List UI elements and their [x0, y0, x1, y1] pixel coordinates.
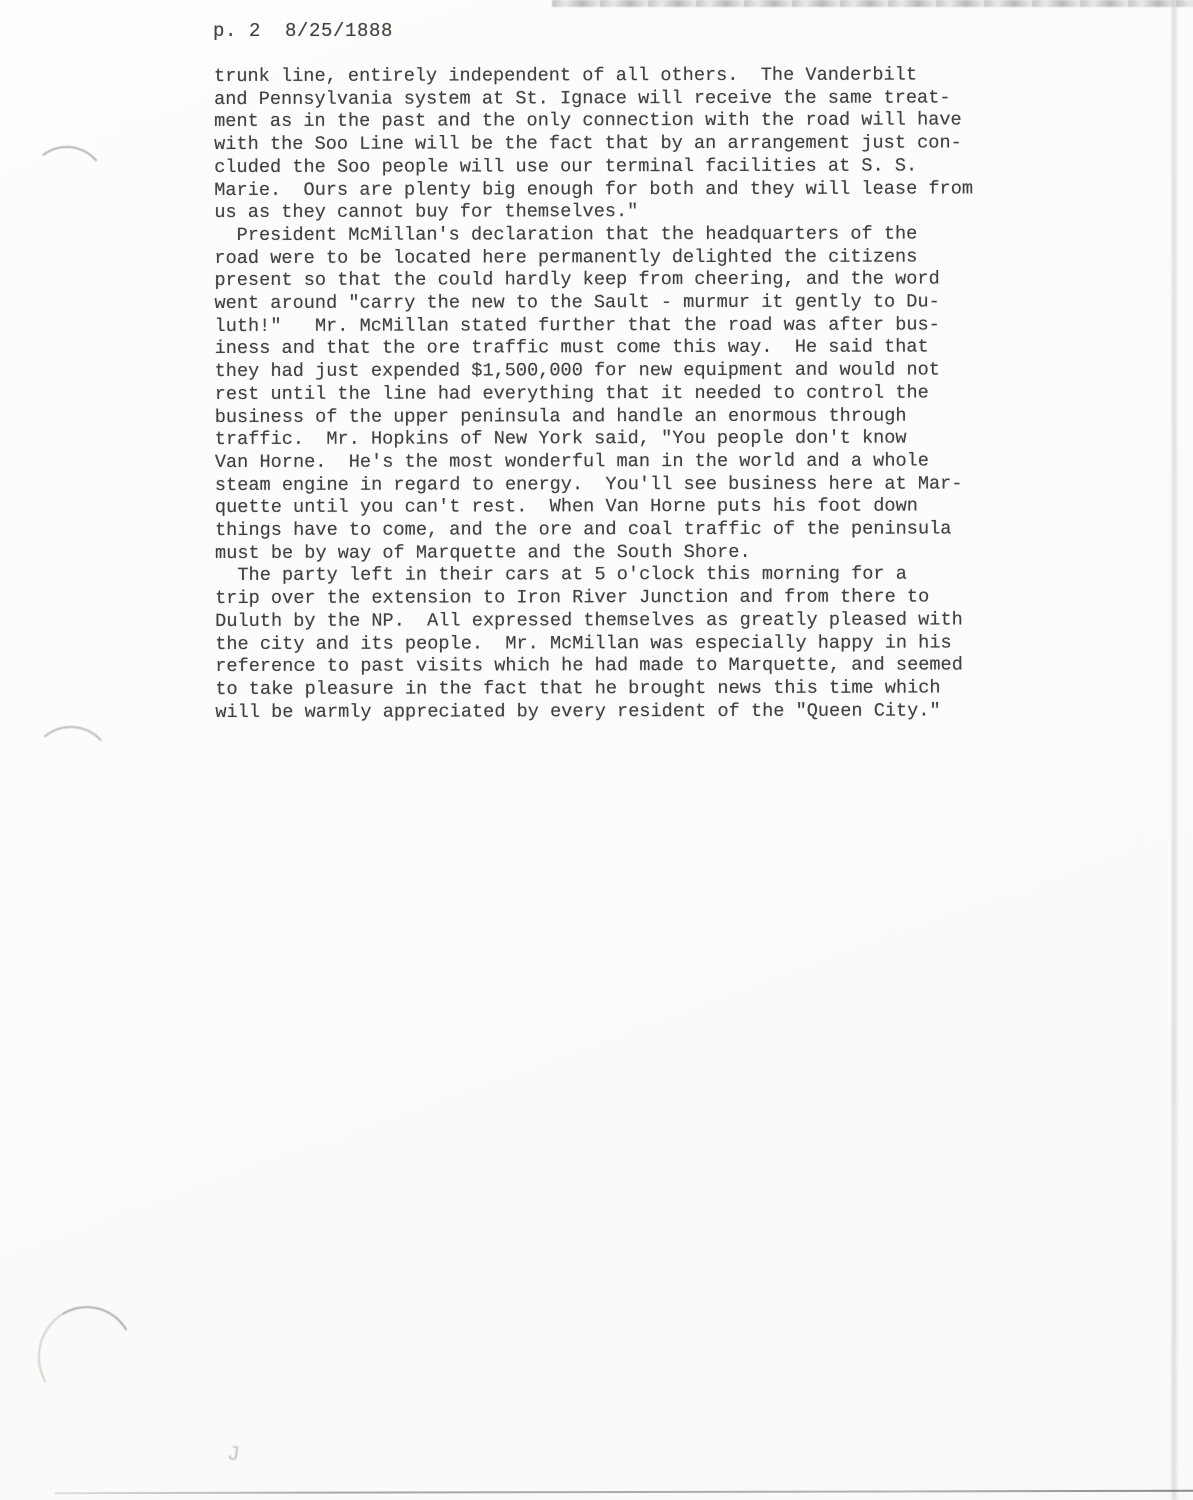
punch-hole-shadow — [27, 723, 114, 809]
text-line: ment as in the past and the only connection with the road will have — [214, 109, 962, 133]
paragraph — [214, 223, 973, 565]
text-line: rest until the line had everything that it needed to control the — [214, 382, 929, 405]
document-body — [214, 64, 974, 724]
text-line: luth!" Mr. McMillan stated further that the road was after bus- — [214, 314, 940, 337]
punch-hole-shadow — [27, 1296, 144, 1416]
text-line: business of the upper peninsula and handle an enormous through — [214, 405, 907, 428]
text-line: trip over the extension to Iron River Junction and from there to — [215, 586, 930, 610]
scanner-edge-top — [552, 0, 1193, 7]
scan-crease-right — [1170, 0, 1179, 1500]
text-line: must be by way of Marquette and the South Shore. — [214, 541, 751, 564]
page-header: p. 2 8/25/1888 — [213, 20, 394, 42]
text-line: steam engine in regard to energy. You'll see business here at Mar- — [214, 473, 963, 496]
text-line: present so that the could hardly keep from cheering, and the word — [214, 268, 940, 292]
text-line: iness and that the ore traffic must come this way. He said that — [214, 336, 929, 360]
text-line: us as they cannot buy for themselves." — [214, 201, 639, 224]
text-line: the city and its people. Mr. McMillan was especially happy in his — [215, 632, 952, 655]
text-line: traffic. Mr. Hopkins of New York said, "You people don't know — [214, 427, 907, 451]
text-line: road were to be located here permanently delighted the citizens — [214, 246, 918, 269]
text-line: they had just expended $1,500,000 for new equipment and would not — [214, 359, 940, 383]
paragraph — [215, 564, 974, 725]
text-line: with the Soo Line will be the fact that by an arrangement just con- — [214, 132, 962, 156]
text-line: quette until you can't rest. When Van Horne puts his foot down — [214, 495, 918, 519]
text-line: went around "carry the new to the Sault - murmur it gently to Du- — [214, 291, 940, 315]
paragraph — [214, 64, 973, 225]
text-line: The party left in their cars at 5 o'clock this morning for a — [215, 564, 907, 587]
text-line: President McMillan's declaration that the headquarters of the — [214, 223, 918, 246]
text-line: Van Horne. He's the most wonderful man in the world and a whole — [214, 450, 929, 473]
text-line: reference to past visits which he had made to Marquette, and seemed — [215, 654, 963, 678]
text-line: cluded the Soo people will use our terminal facilities at S. S. — [214, 155, 918, 178]
pencil-mark: J — [225, 1443, 242, 1468]
text-line: and Pennsylvania system at St. Ignace will receive the same treat- — [214, 87, 951, 110]
text-line: things have to come, and the ore and coal traffic of the peninsula — [214, 518, 952, 542]
text-line: Marie. Ours are plenty big enough for both and they will lease from — [214, 177, 974, 201]
text-line: will be warmly appreciated by every resident of the "Queen City." — [215, 700, 941, 723]
scanner-edge-bottom — [55, 1490, 1193, 1494]
text-line: to take pleasure in the fact that he brought news this time which — [215, 677, 941, 700]
text-line: trunk line, entirely independent of all others. The Vanderbilt — [214, 64, 918, 87]
punch-hole-shadow — [24, 142, 110, 226]
text-line: Duluth by the NP. All expressed themselves as greatly pleased with — [215, 609, 963, 632]
